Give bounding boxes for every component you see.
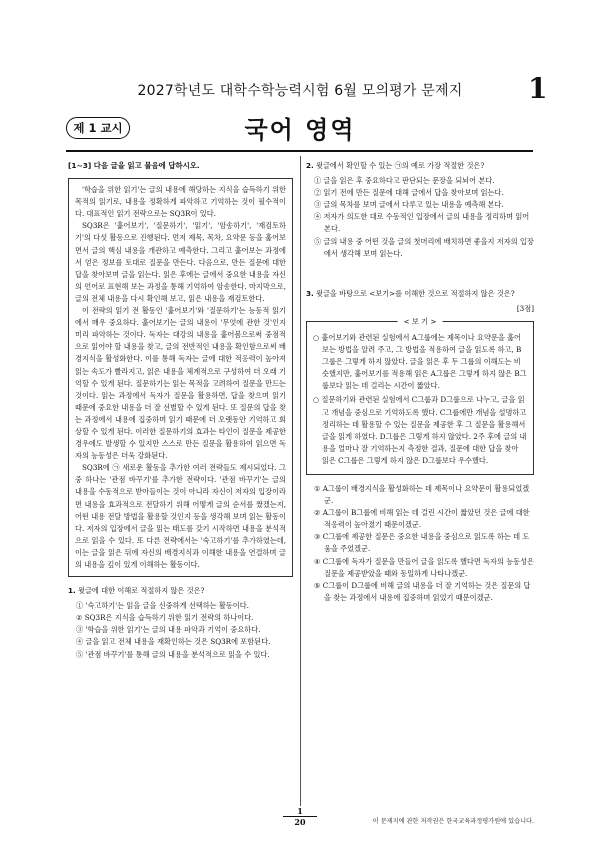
right-column: [306, 160, 534, 604]
choice-item[interactable]: ⑤ '관점 바꾸기'를 통해 글의 내용을 분석적으로 읽을 수 있다.: [76, 649, 270, 659]
exam-title: 2027학년도 대학수학능력시험 6월 모의평가 문제지: [137, 83, 463, 99]
bogi-item: ○ 질문하기와 관련된 실험에서 C그룹과 D그룹으로 나누고, 글을 읽고 개념을 중심으로 기억하도록 했다. C그룹에만 개념을 설명하고 정리하는 데 활용할 수 있는 질문을 제공한 후 그 질문을 활용해서 글을 읽게 하였다. D그룹은 그렇게 하지 않았다. 2주 후에 글의 내용을 얼마나 잘 기억하는지 측정한 결과, 질문에 대한 답을 찾아 읽은 C그룹은 그렇게 하지 않은 D그룹보다 우수했다.: [313, 395, 527, 465]
choice-item[interactable]: ④ C그룹에 독자가 질문을 만들어 글을 읽도록 했다면 독자의 능동성은 질문을 제공받았을 때와 동일하게 나타나겠군.: [314, 556, 534, 578]
passage-paragraph: '학습을 위한 읽기'는 글의 내용에 해당하는 지식을 습득하기 위한 목적의 읽기로, 내용을 정확하게 파악하고 기억하는 것이 필수적이다. 대표적인 읽기 전략으로는 SQ3R이 있다.: [75, 185, 286, 219]
question-text: 윗글을 바탕으로 <보기>를 이해한 것으로 적절하지 않은 것은?: [316, 288, 515, 298]
choice-item[interactable]: ④ 글을 읽고 전체 내용을 재확인하는 것은 SQ3R에 포함된다.: [76, 637, 271, 647]
question-stem: [306, 288, 534, 300]
question-1: [68, 585, 293, 661]
choice-item[interactable]: ② A그룹이 B그룹에 비해 읽는 데 걸린 시간이 짧았던 것은 글에 대한 적응력이 높아졌기 때문이겠군.: [314, 508, 530, 530]
question-text: 윗글에서 확인할 수 있는 ㉠의 예로 가장 적절한 것은?: [316, 161, 485, 170]
choice-item[interactable]: ⑤ 글의 내용 중 어떤 것을 글의 첫머리에 배치하면 좋을지 저자의 입장에서 생각해 보며 읽는다.: [314, 236, 534, 258]
choice-item[interactable]: ④ 저자가 의도한 대로 수동적인 입장에서 글의 내용을 정리하며 읽어 본다.: [314, 212, 530, 234]
reading-passage: [68, 178, 293, 577]
spacer: [306, 260, 534, 280]
session-badge: 제 1 교시: [66, 117, 130, 139]
choice-list: [306, 483, 534, 604]
question-3: [306, 288, 534, 604]
choice-item[interactable]: ③ '학습을 위한 읽기'는 글의 내용 파악과 기억이 중요하다.: [76, 625, 261, 635]
left-column: [68, 160, 293, 661]
choice-item[interactable]: ③ C그룹에 제공한 질문은 중요한 내용을 중심으로 읽도록 하는 데 도움을 주었겠군.: [314, 532, 530, 554]
passage-paragraph: SQ3R에 ㉠ 새로운 활동을 추가한 여러 전략들도 제시되었다. 그중 하나는 '관점 바꾸기'를 추가한 전략이다. '관점 바꾸기'는 글의 내용을 수동적으로 받아들이는 것이 아니라 자신이 저자의 입장이라면 내용을 효과적으로 전달하기 위해 어떻게 글의 순서를 짰겠는지, 어떤 내용 전달 방법을 활용할 것인지 등을 생각해 보며 읽는 활동이다. 저자의 입장에서 글을 읽는 태도를 갖기 시작하면 내용을 분석적으로 읽을 수 있다. 또 다른 전략에서는 '숙고하기'를 추가하였는데, 이는 글을 읽은 뒤에 자신의 배경지식과 이해한 내용을 연결하며 글의 내용을 깊이 있게 이해하는 활동이다.: [75, 463, 286, 569]
page-current: 1: [283, 806, 317, 817]
choice-item[interactable]: ③ 글의 목차를 보며 글에서 다루고 있는 내용을 예측해 본다.: [314, 200, 504, 210]
subject-title: 국어 영역: [244, 116, 356, 144]
choice-item[interactable]: ① 글을 읽은 후 중요하다고 판단되는 문장을 되뇌어 본다.: [314, 176, 495, 186]
page-number: 1: [528, 72, 548, 105]
choice-list: [306, 175, 534, 260]
choice-item[interactable]: ① '숙고하기'는 읽을 글을 신중하게 선택하는 활동이다.: [76, 601, 249, 611]
choice-list: [68, 600, 293, 660]
question-stem: [306, 160, 534, 172]
question-number: 1.: [68, 586, 76, 596]
question-2: [306, 160, 534, 260]
copyright-notice: 이 문제지에 관한 저작권은 한국교육과정평가원에 있습니다.: [372, 818, 534, 825]
question-text: 윗글에 대한 이해로 적절하지 않은 것은?: [78, 586, 205, 596]
choice-item[interactable]: ② SQ3R은 지식을 습득하기 위한 읽기 전략의 하나이다.: [76, 613, 254, 623]
question-set-header: [1~3] 다음 글을 읽고 물음에 답하시오.: [68, 161, 200, 170]
header-rule: [66, 150, 533, 152]
page-total: 20: [294, 817, 306, 827]
question-number: 2.: [306, 161, 314, 170]
choice-item[interactable]: ② 읽기 전에 만든 질문에 대해 글에서 답을 찾아보며 읽는다.: [314, 188, 504, 198]
column-divider: [300, 156, 301, 806]
question-stem: [68, 585, 293, 597]
bogi-item: ○ 훑어보기와 관련된 실험에서 A그룹에는 제목이나 요약문을 훑어보는 방법을 알려 주고, 그 방법을 적용하여 글을 읽도록 하고, B그룹은 그렇게 하지 않았다. 글을 읽은 후 두 그룹의 이해도는 비슷했지만, 훑어보기를 적용해 읽은 A그룹은 그렇게 하지 않은 B그룹보다 읽는 데 걸리는 시간이 짧았다.: [313, 332, 527, 391]
passage-paragraph: 이 전략의 읽기 전 활동인 '훑어보기'와 '질문하기'는 능동적 읽기에서 매우 중요하다. 훑어보기는 글의 내용이 '무엇에 관한 것'인지 미리 파악하는 것이다. 독자는 대강의 내용을 훑어봄으로써 중점적으로 읽어야 할 내용을 찾고, 글의 전반적인 내용을 확인함으로써 배경지식을 활성화한다. 이를 통해 독자는 글에 대한 적응력이 높아져 읽는 속도가 빨라지고, 읽은 내용을 체계적으로 구성하여 더 오래 기억할 수 있게 된다. 질문하기는 읽는 목적을 고려하여 질문을 만드는 것이다. 읽는 과정에서 독자가 질문을 활용하면, 답을 찾으며 읽기 때문에 중요한 내용을 더 잘 선별할 수 있게 된다. 또 질문의 답을 찾는 과정에서 내용에 집중하며 읽기 때문에 더 오랫동안 기억하고 회상할 수 있게 된다. 이러한 질문하기의 효과는 타인이 질문을 제공한 경우에도 발생할 수 있지만 스스로 만든 질문을 활용하여 읽으면 독자의 능동성은 더욱 강화된다.: [75, 306, 286, 461]
bogi-label: < 보 기 >: [398, 316, 443, 328]
choice-item[interactable]: ① A그룹이 배경지식을 활성화하는 데 제목이나 요약문이 활용되었겠군.: [314, 483, 530, 506]
bogi-box: [306, 316, 534, 475]
question-number: 3.: [306, 288, 314, 298]
points-label: [3점]: [516, 303, 534, 313]
passage-paragraph: SQ3R은 '훑어보기', '질문하기', '읽기', '암송하기', '재검토하기'의 다섯 활동으로 진행된다. 먼저 제목, 목차, 요약문 등을 훑어보면서 글의 핵심 내용을 개관하고 예측한다. 그리고 훑어보는 과정에서 얻은 정보를 토대로 질문을 만든다. 다음으로, 만든 질문에 대한 답을 찾아보며 글을 읽는다. 읽은 후에는 글에서 중요한 내용을 자신의 언어로 표현해 보는 과정을 통해 기억하여 암송한다. 마지막으로, 글의 전체 내용을 다시 확인해 보고, 읽은 내용을 재검토한다.: [75, 221, 286, 303]
choice-item[interactable]: ⑤ C그룹이 D그룹에 비해 글의 내용을 더 잘 기억하는 것은 질문의 답을 찾는 과정에서 내용에 집중하며 읽었기 때문이겠군.: [314, 580, 531, 602]
